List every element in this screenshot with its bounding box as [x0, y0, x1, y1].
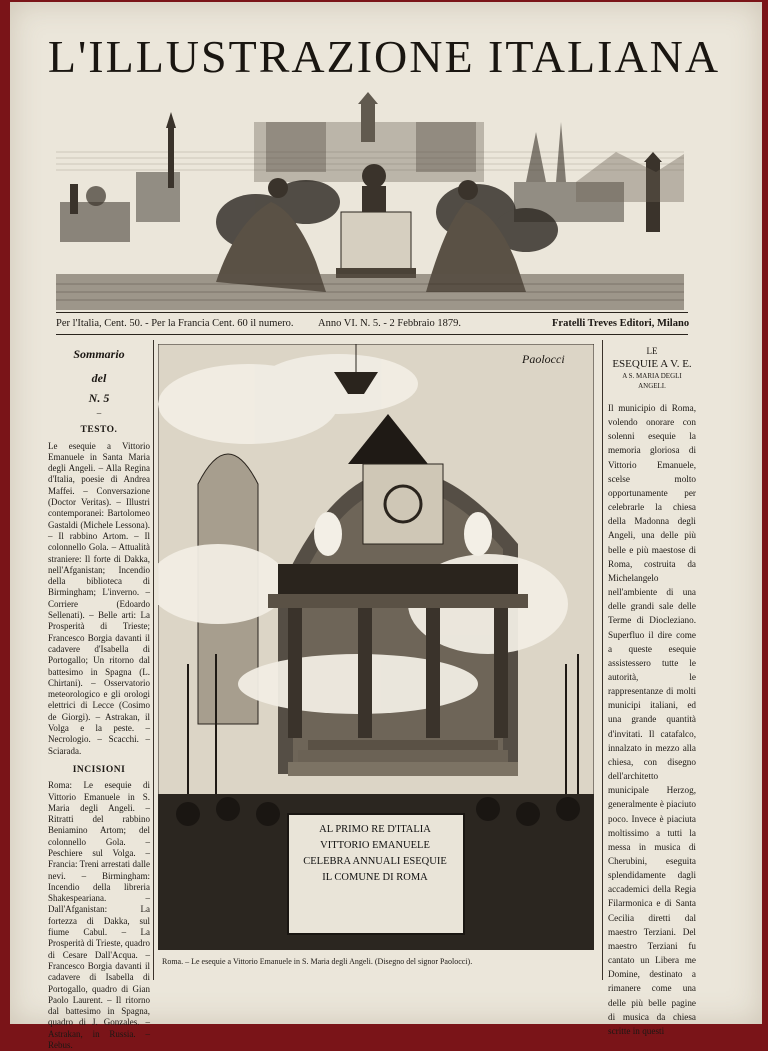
artist-signature: Paolocci: [522, 352, 565, 366]
incisioni-heading: INCISIONI: [72, 764, 126, 775]
article-body: Il municipio di Roma, volendo onorare con solenni esequie la memoria gloriosa di Vittorio Emanuele, scelse molto opportunamente per celebrarle la chiesa della Madonna degli Angeli, una delle più belle e più maestose di Roma, costruita da Michelangelo nell'ambiente di una delle grandi sale delle Terme di Diocleziano. Superfluo il dire come a queste esequie assistessero tutte le autorità, le rappresentanze di molti municipi italiani, ed una grande quantità d'invitati. Il catafalco, innalzato in mezzo alla chiesa, con disegno dell'architetto municipale Herzog, generalmente è piaciuto poco. Invece è piaciuta moltissimo a tutti la messa in musica di Cherubini, eseguita splendidamente dagli accademici della Regia Filarmonica e di Santa Cecilia diretti dal maestro Terziani. Del maestro Terziani fu cantato un Libera me Domine, destinato a rimanere come una delle più belle pagine di musica da chiesa scritte in questi: [608, 403, 696, 1036]
publisher-line: Fratelli Treves Editori, Milano: [552, 318, 690, 329]
sommario-dash: –: [96, 408, 102, 418]
inscription-line-4: IL COMUNE DI ROMA: [322, 872, 428, 883]
inscription-line-1: AL PRIMO RE D'ITALIA: [319, 824, 431, 835]
inscription-line-3: CELEBRA ANNUALI ESEQUIE: [303, 856, 447, 867]
masthead-title: L'ILLUSTRAZIONE ITALIANA: [47, 31, 721, 82]
masthead-engraving: [56, 92, 684, 310]
column-rule-left: [153, 340, 154, 980]
price-line: Per l'Italia, Cent. 50. - Per la Francia Cent. 60 il numero.: [56, 318, 294, 329]
sommario-del: del: [91, 371, 107, 385]
sommario-column: [48, 346, 150, 1051]
incisioni-body: Roma: Le esequie di Vittorio Emanuele in S. Maria degli Angeli. – Ritratti del rabbino Beniamino Artom; del colonnello Gola. – Peschiere sul Volga. – Francia: Treni arrestati dalle nevi. – Birmingham: Incendio della libreria Shakespeariana. – Dall'Afganistan: La fortezza di Dakka, sul fiume Cabul. – La Prosperità di Trieste, quadro di Cesare Dall'Acqua. – Francesco Borgia davanti il cadavere di Isabella di Portogallo, quadro di Gian Paolo Laurent. – Il ritorno dal battesimo in Spagna, quadro di J. Gonzales. – Astrakan, in Russia. – Rebus.: [48, 780, 150, 1051]
column-rule-right: [602, 340, 603, 980]
inscription-line-2: VITTORIO EMANUELE: [320, 840, 430, 851]
article-kicker: LE: [646, 346, 658, 356]
testo-body: Le esequie a Vittorio Emanuele in Santa Maria degli Angeli. – Alla Regina d'Italia, poesie di Andrea Maffei. – Conversazione (Doctor Veritas). – Illustri contemporanei: Bartolomeo Gastaldi (Michele Lessona). – Il rabbino Artom. – Il colonnello Gola. – Attualità straniere: Il forte di Dakka, nell'Afganistan; Incendio della biblioteca di Birmingham; L'inverno. – Corriere (Edoardo Sellenati). – Belle arti: La Prosperità di Trieste; Francesco Borgia davanti il cadavere d'Isabella di Portogallo; Un ritorno dal battesimo in Spagna (L. Chirtani). – Osservatorio meteorologico e gli orologi elettrici di Lecce (Cosimo de Giorgi). – Astrakan, il Volga e la peste. – Necrologio. – Scacchi. – Sciarada.: [48, 440, 150, 756]
testo-heading: TESTO.: [80, 425, 118, 436]
issue-line: Anno VI. N. 5. - 2 Febbraio 1879.: [318, 318, 462, 329]
sommario-heading: Sommario: [73, 347, 125, 361]
article-column: [608, 346, 696, 1038]
illustration-caption: Roma. – Le esequie a Vittorio Emanuele in S. Maria degli Angeli. (Disegno del signor Paolocci).: [162, 957, 473, 966]
article-title: ESEQUIE A V. E.: [612, 358, 692, 370]
plaque-inscription: [290, 822, 460, 886]
sommario-number: N. 5: [88, 391, 110, 405]
article-subtitle: A S. MARIA DEGLI ANGELI.: [622, 372, 682, 390]
masthead-rule-bottom: [56, 334, 688, 335]
masthead-rule-top: [56, 312, 688, 313]
